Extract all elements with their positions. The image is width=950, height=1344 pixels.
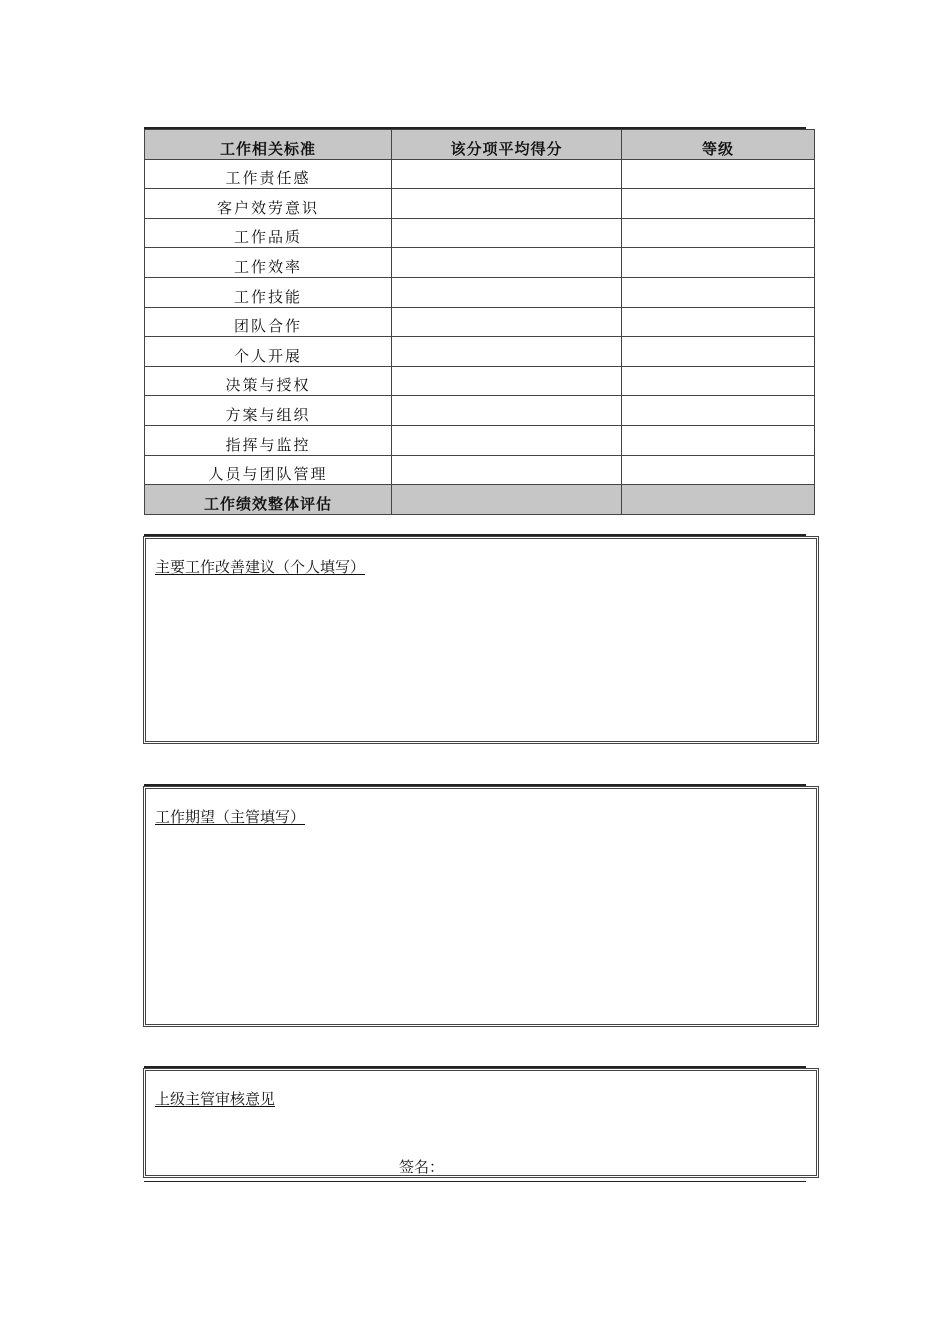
criterion-cell: 团队合作 — [145, 307, 392, 337]
grade-cell[interactable] — [622, 455, 815, 485]
table-row — [145, 218, 815, 248]
grade-cell[interactable] — [622, 307, 815, 337]
review-bottom-rule — [144, 1181, 806, 1182]
score-cell[interactable] — [392, 159, 622, 189]
table-row — [145, 396, 815, 426]
signature-label: 签名： — [399, 1158, 445, 1176]
criterion-cell: 人员与团队管理 — [145, 455, 392, 485]
criterion-cell: 客户效劳意识 — [145, 189, 392, 219]
score-cell[interactable] — [392, 189, 622, 219]
criterion-cell: 工作效率 — [145, 248, 392, 278]
criterion-cell: 决策与授权 — [145, 366, 392, 396]
score-cell[interactable] — [392, 455, 622, 485]
grade-cell[interactable] — [622, 337, 815, 367]
table-row — [145, 248, 815, 278]
table-row — [145, 159, 815, 189]
overall-evaluation-row — [145, 485, 815, 515]
score-cell[interactable] — [392, 218, 622, 248]
work-expectation-label: 工作期望（主管填写） — [155, 808, 306, 826]
criterion-cell: 工作责任感 — [145, 159, 392, 189]
table-row — [145, 307, 815, 337]
score-cell[interactable] — [392, 277, 622, 307]
table-row — [145, 366, 815, 396]
score-cell[interactable] — [392, 307, 622, 337]
table-row — [145, 337, 815, 367]
improvement-suggestions-label: 主要工作改善建议（个人填写） — [155, 558, 366, 576]
grade-cell[interactable] — [622, 189, 815, 219]
score-cell[interactable] — [392, 425, 622, 455]
supervisor-review-box[interactable] — [143, 1068, 819, 1178]
criterion-cell: 个人开展 — [145, 337, 392, 367]
improvement-suggestions-box[interactable] — [143, 536, 819, 744]
header-criterion: 工作相关标准 — [145, 130, 392, 160]
grade-cell[interactable] — [622, 248, 815, 278]
score-cell[interactable] — [392, 248, 622, 278]
work-expectation-box[interactable] — [143, 786, 819, 1027]
criterion-cell: 工作品质 — [145, 218, 392, 248]
header-average-score: 该分项平均得分 — [392, 130, 622, 160]
grade-cell[interactable] — [622, 396, 815, 426]
grade-cell[interactable] — [622, 366, 815, 396]
overall-grade-cell[interactable] — [622, 485, 815, 515]
table-row — [145, 425, 815, 455]
score-cell[interactable] — [392, 337, 622, 367]
score-cell[interactable] — [392, 366, 622, 396]
table-row — [145, 455, 815, 485]
header-grade: 等级 — [622, 130, 815, 160]
criterion-cell: 工作技能 — [145, 277, 392, 307]
table-row — [145, 277, 815, 307]
criterion-cell: 方案与组织 — [145, 396, 392, 426]
grade-cell[interactable] — [622, 218, 815, 248]
overall-score-cell[interactable] — [392, 485, 622, 515]
table-row — [145, 189, 815, 219]
grade-cell[interactable] — [622, 277, 815, 307]
supervisor-review-label: 上级主管审核意见 — [155, 1090, 276, 1108]
grade-cell[interactable] — [622, 159, 815, 189]
grade-cell[interactable] — [622, 425, 815, 455]
score-cell[interactable] — [392, 396, 622, 426]
overall-criterion-cell: 工作绩效整体评估 — [145, 485, 392, 515]
table-header-row — [145, 130, 815, 160]
criterion-cell: 指挥与监控 — [145, 425, 392, 455]
evaluation-table — [144, 129, 815, 515]
